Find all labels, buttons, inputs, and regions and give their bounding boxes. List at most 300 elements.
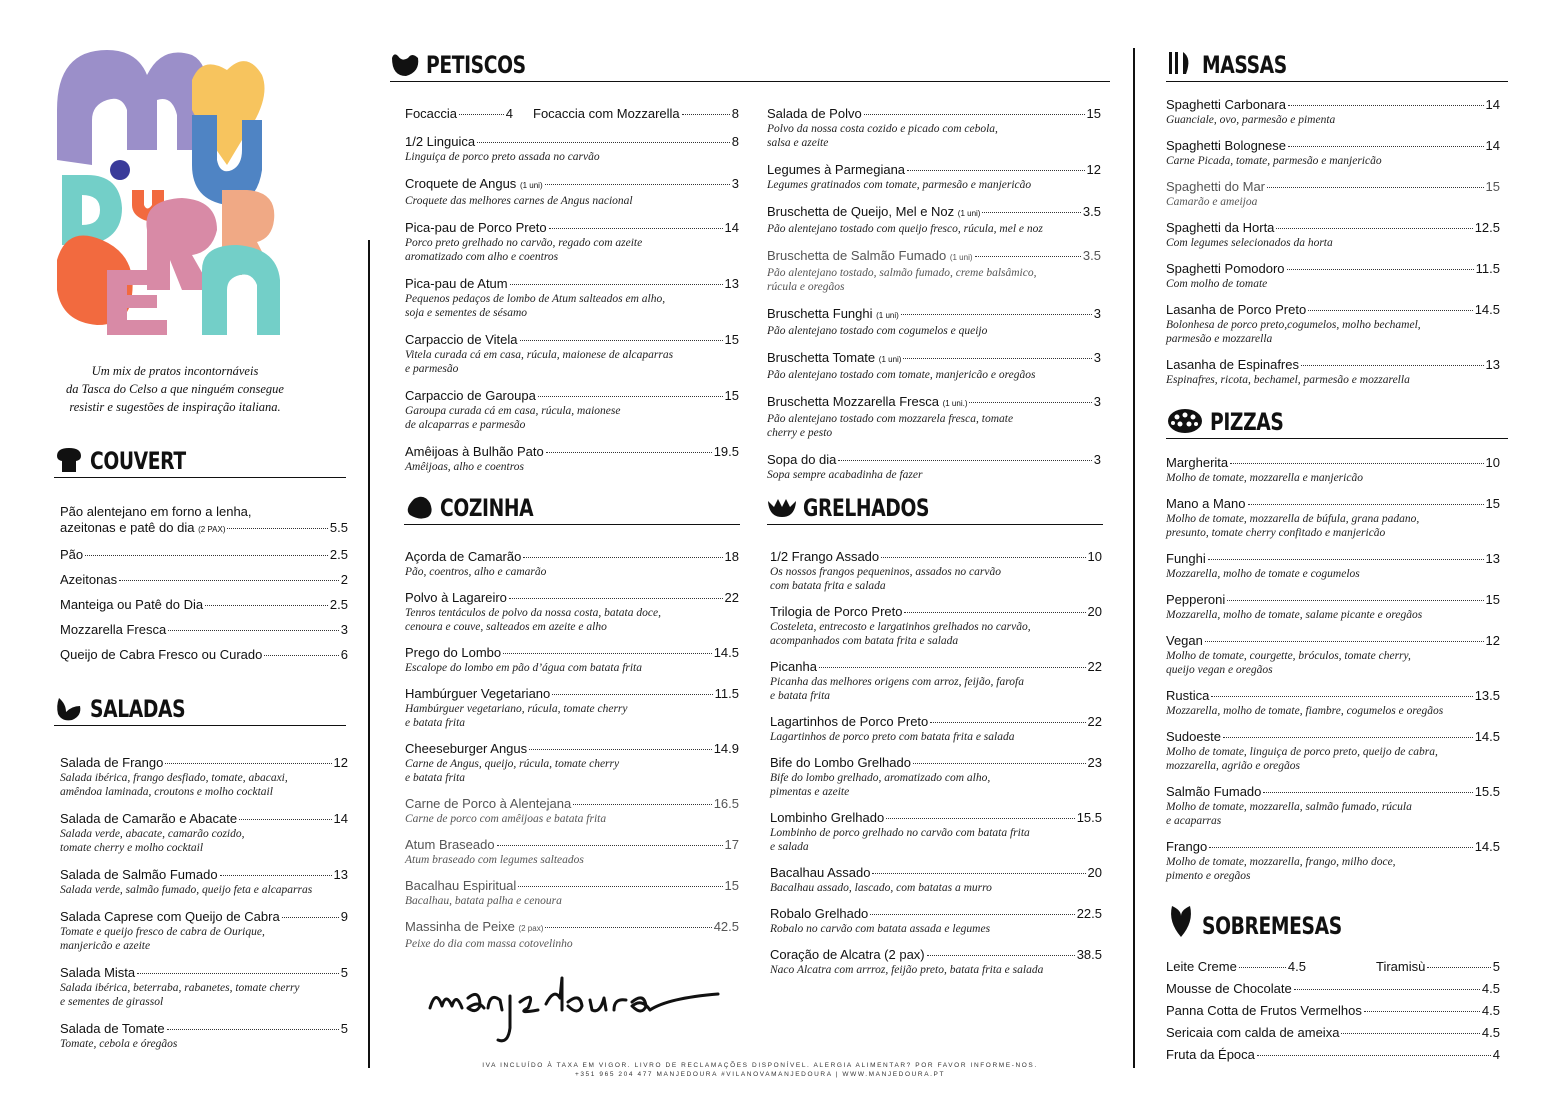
item-name-text: Pão (60, 547, 84, 562)
dot-leader (1263, 792, 1472, 793)
item-price: 13 (724, 276, 739, 291)
item-row (60, 520, 348, 538)
item-name-text: Salmão Fumado (1166, 784, 1262, 799)
item-price: 10 (1087, 549, 1102, 564)
dot-leader (982, 212, 1080, 213)
item-row (1166, 97, 1500, 113)
item-portion: (1 uni) (878, 355, 902, 364)
item-price: 9 (340, 909, 348, 924)
menu-item (1166, 179, 1500, 209)
column-divider-left (368, 240, 370, 1068)
section-title: COUVERT (90, 447, 186, 475)
item-description: Pão alentejano tostado, salmão fumado, creme balsâmico, (767, 267, 1037, 279)
item-description: Lagartinhos de porco preto com batata frita e salada (770, 731, 1015, 743)
item-description: Bife do lombo grelhado, aromatizado com alho, (770, 772, 991, 784)
menu-item (1166, 839, 1500, 883)
item-description: Os nossos frangos pequeninos, assados no carvão (770, 566, 1001, 578)
item-price: 4 (1492, 1047, 1500, 1062)
item-description: Legumes gratinados com tomate, parmesão e manjericão (767, 179, 1032, 191)
item-name-text: Legumes à Parmegiana (767, 162, 906, 177)
item-name-text: Salada de Polvo (767, 106, 862, 121)
item-description: Guanciale, ovo, parmesão e pimenta (1166, 114, 1336, 126)
item-description: e sementes de girassol (60, 996, 164, 1008)
item-row (1166, 179, 1500, 195)
item-description: Picanha das melhores origens com arroz, feijão, farofa (770, 676, 1024, 688)
item-description: soja e sementes de sésamo (405, 307, 528, 319)
dot-leader (510, 284, 723, 285)
item-price: 14 (1485, 97, 1500, 112)
item-name-text: Panna Cotta de Frutos Vermelhos (1166, 1003, 1362, 1018)
item-price: 14.5 (713, 645, 739, 660)
item-price: 18 (724, 549, 739, 564)
dot-leader (1287, 269, 1474, 270)
item-price: 19.5 (713, 444, 739, 459)
item-row (1166, 784, 1500, 800)
item-row (770, 810, 1102, 826)
menu-item (1166, 220, 1500, 250)
menu-item (60, 647, 348, 663)
item-name-text: Salada de Salmão Fumado (60, 867, 218, 882)
item-row (60, 909, 348, 925)
menu-item (405, 590, 739, 634)
item-description: Carne Picada, tomate, parmesão e manjericão (1166, 155, 1382, 167)
item-name (1166, 633, 1203, 649)
dot-leader (1288, 105, 1484, 106)
item-name-text: Fruta da Época (1166, 1047, 1255, 1062)
item-name (1166, 551, 1206, 567)
item-description: Bacalhau assado, lascado, com batatas a murro (770, 882, 992, 894)
item-price: 11.5 (1475, 261, 1500, 276)
item-name-text: Lombinho Grelhado (770, 810, 885, 825)
menu-item (405, 444, 739, 474)
dot-leader (549, 228, 723, 229)
item-name-text: Amêijoas à Bulhão Pato (405, 444, 544, 459)
menu-item (1166, 1025, 1500, 1041)
menu-item (405, 549, 739, 579)
menu-item (1166, 688, 1500, 718)
item-name-text: Salada de Tomate (60, 1021, 165, 1036)
item-row (770, 865, 1102, 881)
item-price: 2.5 (329, 547, 348, 562)
item-price: 3 (1093, 306, 1101, 321)
item-row (405, 837, 739, 853)
item-row (767, 306, 1101, 324)
item-row (405, 686, 739, 702)
item-name-text: Sopa do dia (767, 452, 837, 467)
item-name-text: Croquete de Angus (405, 176, 517, 191)
item-row (405, 134, 739, 150)
column-divider-right (1133, 48, 1135, 1068)
item-price: 20 (1087, 604, 1102, 619)
item-name (1376, 959, 1425, 975)
item-price: 13 (1485, 357, 1500, 372)
item-description: Carne de Angus, queijo, rúcula, tomate cherry (405, 758, 620, 770)
leaf-icon (54, 694, 84, 722)
dot-leader (1227, 600, 1483, 601)
item-name-text: Salada de Frango (60, 755, 164, 770)
dot-leader (1209, 847, 1472, 848)
item-row (60, 597, 348, 613)
dot-leader (518, 886, 722, 887)
item-price: 15 (724, 878, 739, 893)
item-row (770, 714, 1102, 730)
menu-item (60, 811, 348, 855)
bread-icon (54, 446, 84, 474)
item-description: Molho de tomate, mozzarella de búfula, grana padano, (1166, 513, 1420, 525)
item-row (1166, 1003, 1500, 1019)
dot-leader (264, 655, 338, 656)
item-name (1166, 179, 1265, 195)
item-name-text: Pepperoni (1166, 592, 1226, 607)
item-row (1166, 633, 1500, 649)
item-name (533, 106, 680, 122)
item-name (1166, 959, 1237, 975)
item-price: 15 (1086, 106, 1101, 121)
item-name-text: Cheeseburger Angus (405, 741, 528, 756)
item-name (767, 162, 905, 178)
item-row (1166, 959, 1306, 975)
item-row (1166, 688, 1500, 704)
petiscos-list-left (405, 106, 739, 486)
item-price: 15 (724, 388, 739, 403)
grill-icon (767, 493, 797, 521)
item-name (1166, 357, 1299, 373)
item-name-text: Carne de Porco à Alentejana (405, 796, 572, 811)
dot-leader (137, 973, 339, 974)
dot-leader (497, 845, 723, 846)
item-name (1166, 496, 1246, 512)
item-name (1166, 97, 1286, 113)
item-price: 14.9 (713, 741, 739, 756)
item-name-text: Bife do Lombo Grelhado (770, 755, 911, 770)
item-name-text: Coração de Alcatra (2 pax) (770, 947, 925, 962)
item-name (405, 590, 507, 606)
item-name (1166, 220, 1274, 236)
section-title: PETISCOS (426, 51, 526, 79)
item-description: Mozzarella, molho de tomate, salame picante e oregãos (1166, 609, 1423, 621)
item-name-text: Carpaccio de Vitela (405, 332, 518, 347)
item-description: Pão alentejano tostado com tomate, manjericão e oregãos (767, 369, 1036, 381)
section-title: MASSAS (1202, 51, 1287, 79)
item-name (767, 248, 973, 266)
item-name-text: Spaghetti Pomodoro (1166, 261, 1285, 276)
sobremesas-list (1166, 959, 1500, 1069)
item-name-text: Vegan (1166, 633, 1203, 648)
item-row (1166, 496, 1500, 512)
item-name (1166, 688, 1209, 704)
item-description: Com molho de tomate (1166, 278, 1268, 290)
menu-item (767, 204, 1101, 236)
dot-leader (682, 114, 730, 115)
item-name (405, 220, 547, 236)
item-row (405, 878, 739, 894)
menu-item (405, 276, 739, 320)
bite-icon (390, 50, 420, 78)
item-description: e salada (770, 841, 809, 853)
menu-item (1166, 729, 1500, 773)
section-sobremesas-header (1166, 903, 1508, 942)
item-name (767, 106, 862, 122)
item-name-text: 1/2 Linguica (405, 134, 476, 149)
item-name (1166, 729, 1221, 745)
item-row (767, 162, 1101, 178)
item-row (767, 394, 1101, 412)
item-price: 3 (340, 622, 348, 637)
item-row (1166, 1025, 1500, 1041)
item-row (770, 906, 1102, 922)
item-description: cherry e pesto (767, 427, 833, 439)
item-name (1166, 455, 1228, 471)
dot-leader (870, 914, 1074, 915)
item-name (405, 837, 495, 853)
menu-item (405, 919, 739, 951)
item-description: Salada ibérica, beterraba, rabanetes, tomate cherry (60, 982, 300, 994)
item-name (1166, 1003, 1362, 1019)
item-price: 4.5 (1481, 1025, 1500, 1040)
item-row (1166, 455, 1500, 471)
item-name (405, 878, 516, 894)
dot-leader (904, 612, 1085, 613)
menu-item (1166, 1047, 1500, 1063)
menu-item (1166, 97, 1500, 127)
item-name (405, 134, 475, 150)
item-name-text: azeitonas e patê do dia (60, 520, 195, 535)
couvert-list (60, 504, 348, 672)
saladas-list (60, 755, 348, 1063)
dot-leader (529, 749, 712, 750)
item-description: acompanhados com batata frita e salada (770, 635, 959, 647)
item-name-text: Lasanha de Espinafres (1166, 357, 1299, 372)
dot-leader (520, 340, 723, 341)
item-price: 5 (1492, 959, 1500, 974)
item-description: Espinafres, ricota, bechamel, parmesão e mozzarella (1166, 374, 1410, 386)
item-name (405, 276, 508, 292)
item-row (405, 444, 739, 460)
item-description: Molho de tomate, mozzarella, salmão fumado, rúcula (1166, 801, 1412, 813)
item-description: Molho de tomate, courgette, bróculos, tomate cherry, (1166, 650, 1411, 662)
item-name-text: Leite Creme (1166, 959, 1237, 974)
item-row (770, 755, 1102, 771)
item-description: Hambúrguer vegetariano, rúcula, tomate cherry (405, 703, 628, 715)
item-description: pimento e oregãos (1166, 870, 1251, 882)
menu-item (1166, 959, 1500, 975)
dot-leader (969, 402, 1091, 403)
section-saladas-header (54, 694, 346, 726)
item-name-text: Lasanha de Porco Preto (1166, 302, 1307, 317)
item-description: Mozzarella, molho de tomate e cogumelos (1166, 568, 1360, 580)
item-name-text: Bruschetta Funghi (767, 306, 873, 321)
item-name (405, 549, 521, 565)
item-price: 3.5 (1082, 248, 1101, 263)
item-name (60, 597, 203, 613)
item-name (60, 622, 166, 638)
item-name-text: Pica-pau de Atum (405, 276, 508, 291)
pizzas-list (1166, 455, 1500, 894)
item-name (405, 332, 518, 348)
item-name-text: Funghi (1166, 551, 1206, 566)
item-price: 11.5 (714, 686, 739, 701)
item-price: 3 (1093, 452, 1101, 467)
item-description: Costeleta, entrecosto e largatinhos grelhados no carvão, (770, 621, 1031, 633)
item-row (405, 796, 739, 812)
dot-leader (1364, 1011, 1480, 1012)
item-price: 5 (340, 965, 348, 980)
dot-leader (1288, 146, 1484, 147)
item-description: cenoura e couve, salteados em azeite e alho (405, 621, 607, 633)
item-name-text: Bacalhau Assado (770, 865, 871, 880)
item-price: 2 (340, 572, 348, 587)
item-name-text: Massinha de Peixe (405, 919, 515, 934)
item-name (770, 714, 928, 730)
menu-item (1166, 138, 1500, 168)
menu-item (1166, 302, 1500, 346)
item-name-text: Sudoeste (1166, 729, 1221, 744)
item-name-text: Pica-pau de Porco Preto (405, 220, 547, 235)
item-row (1166, 261, 1500, 277)
menu-item (1166, 633, 1500, 677)
cozinha-list (405, 549, 739, 962)
menu-item (770, 947, 1102, 977)
item-row (767, 106, 1101, 122)
menu-item (405, 220, 739, 264)
item-price: 14 (1485, 138, 1500, 153)
item-price: 22 (724, 590, 739, 605)
menu-item (767, 162, 1101, 192)
item-row (770, 549, 1102, 565)
dot-leader (1267, 187, 1484, 188)
item-name (405, 106, 457, 122)
item-name (770, 659, 817, 675)
item-name-text: Bruschetta Tomate (767, 350, 876, 365)
item-row (770, 659, 1102, 675)
menu-item (405, 106, 739, 122)
item-price: 16.5 (713, 796, 739, 811)
item-price: 3.5 (1082, 204, 1101, 219)
item-name-text: Spaghetti do Mar (1166, 179, 1266, 194)
dot-leader (1230, 463, 1483, 464)
item-row (405, 590, 739, 606)
item-portion: (1 uni) (519, 181, 543, 190)
item-name (1166, 1025, 1339, 1041)
heart-icon (1166, 903, 1196, 939)
item-name (60, 811, 237, 827)
item-description: Peixe do dia com massa cotovelinho (405, 938, 573, 950)
item-row (1166, 729, 1500, 745)
item-name (60, 755, 163, 771)
dot-leader (864, 114, 1085, 115)
item-description: mozzarella, agrião e oregãos (1166, 760, 1300, 772)
item-row (60, 867, 348, 883)
item-description: Molho de tomate, mozzarella e manjericão (1166, 472, 1363, 484)
item-price: 3 (1093, 394, 1101, 409)
item-name (60, 1021, 165, 1037)
item-row (1166, 220, 1500, 236)
item-row (405, 549, 739, 565)
item-name-text: Azeitonas (60, 572, 118, 587)
dot-leader (119, 580, 339, 581)
footer-contacts: +351 965 204 477 MANJEDOURA #VILANOVAMANJEDOURA | WWW.MANJEDOURA.PT (574, 1071, 946, 1078)
item-name (60, 572, 117, 588)
item-name (405, 645, 501, 661)
item-price: 5 (340, 1021, 348, 1036)
dot-leader (85, 555, 328, 556)
item-row (1326, 959, 1500, 975)
item-description: Salada ibérica, frango desfiado, tomate, abacaxi, (60, 772, 288, 784)
item-description: Atum braseado com legumes salteados (405, 854, 584, 866)
menu-item (770, 906, 1102, 936)
item-name (1166, 302, 1306, 318)
menu-item (1166, 1003, 1500, 1019)
item-price: 8 (731, 134, 739, 149)
dot-leader (1211, 696, 1472, 697)
menu-item (767, 350, 1101, 382)
item-description: queijo vegan e oregãos (1166, 664, 1273, 676)
item-price: 14 (333, 811, 348, 826)
tagline: Um mix de pratos incontornáveis da Tasca do Celso a que ninguém consegue resistir e sugestões de inspiração italiana. (66, 364, 284, 414)
item-name (405, 796, 571, 812)
dot-leader (552, 694, 712, 695)
item-row (60, 504, 348, 520)
item-name-text: Bacalhau Espiritual (405, 878, 517, 893)
item-name (1166, 839, 1207, 855)
item-description: manjericão e azeite (60, 940, 151, 952)
item-name-text: Salada Caprese com Queijo de Cabra (60, 909, 280, 924)
item-name-text: Salada de Camarão e Abacate (60, 811, 238, 826)
manjedoura-signature (428, 958, 728, 1050)
item-row (405, 919, 739, 937)
mundo-urren-logo (52, 40, 292, 340)
item-name (770, 755, 911, 771)
menu-item (1166, 981, 1500, 997)
section-couvert-header (54, 446, 346, 478)
item-description: presunto, tomate cherry confitado e manjericão (1166, 527, 1386, 539)
item-price: 3 (1093, 350, 1101, 365)
item-name (60, 520, 225, 538)
item-price: 20 (1087, 865, 1102, 880)
menu-item (60, 622, 348, 638)
menu-item (60, 867, 348, 897)
item-description: Pão alentejano tostado com queijo fresco, rúcula, mel e noz (767, 223, 1043, 235)
item-price: 15 (1485, 496, 1500, 511)
item-row (60, 547, 348, 563)
item-description: e parmesão (405, 363, 459, 375)
dot-leader (545, 184, 730, 185)
item-row (770, 604, 1102, 620)
item-price: 4.5 (1481, 1003, 1500, 1018)
item-name (1166, 592, 1225, 608)
item-description: Tomate e queijo fresco de cabra de Ourique, (60, 926, 265, 938)
item-row (405, 741, 739, 757)
dot-leader (1341, 1033, 1480, 1034)
item-row (767, 204, 1101, 222)
item-name (767, 204, 980, 222)
dot-leader (459, 114, 504, 115)
dot-leader (901, 314, 1092, 315)
item-name-text: Carpaccio de Garoupa (405, 388, 536, 403)
menu-item (767, 452, 1101, 482)
menu-item (770, 810, 1102, 854)
item-row (767, 350, 1101, 368)
item-price: 42.5 (713, 919, 739, 934)
item-row (60, 622, 348, 638)
dot-leader (168, 630, 339, 631)
dot-leader (907, 170, 1085, 171)
menu-item (405, 686, 739, 730)
item-price: 14.5 (1474, 839, 1500, 854)
dot-leader (523, 557, 722, 558)
item-description: tomate cherry e molho cocktail (60, 842, 204, 854)
item-description: Pão alentejano tostado com mozzarela fresca, tomate (767, 413, 1014, 425)
